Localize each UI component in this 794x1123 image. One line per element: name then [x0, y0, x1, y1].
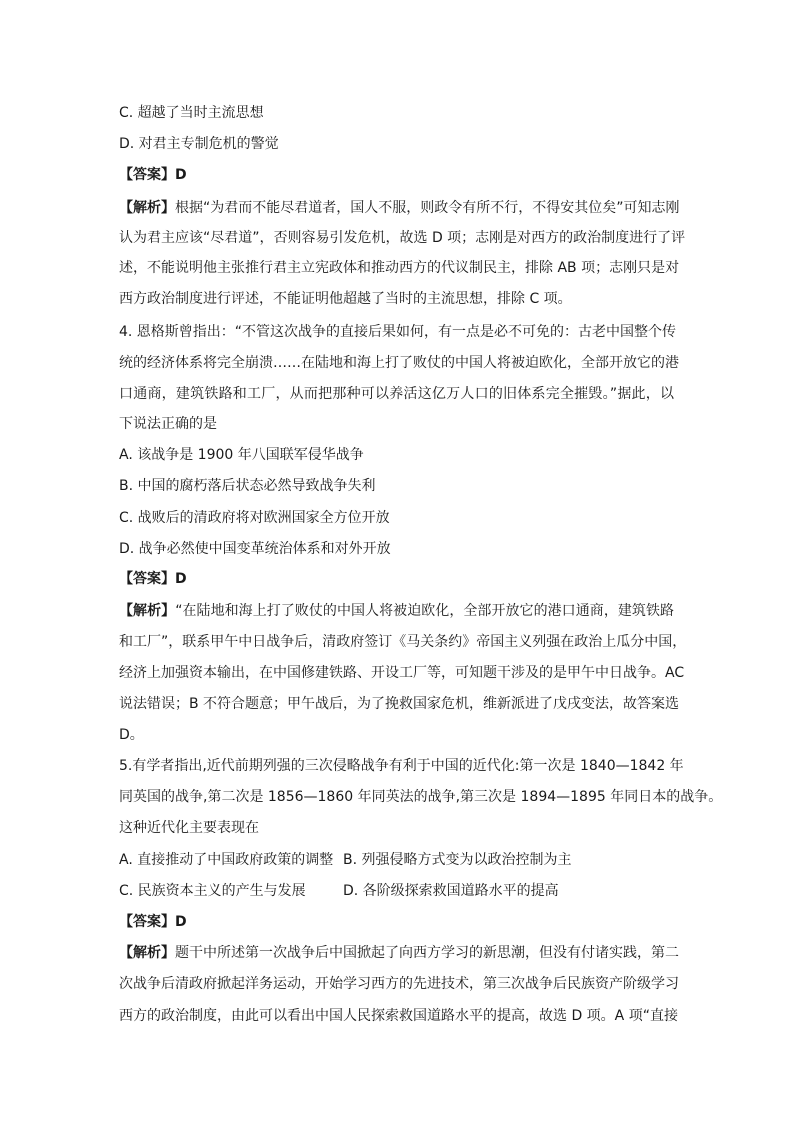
q5-answer [119, 912, 187, 932]
q5-analysis-line-1 [119, 943, 679, 963]
q4-option-b: B. 中国的腐朽落后状态必然导致战争失利 [119, 478, 376, 494]
answer-value: D [175, 571, 187, 587]
q5-option-c: C. 民族资本主义的产生与发展 [119, 883, 306, 899]
q5-option-b: B. 列强侵略方式变为以政治控制为主 [343, 852, 572, 868]
answer-label: 【答案】 [119, 167, 175, 183]
answer-value: D [175, 167, 187, 183]
q5-stem-line-1: 5.有学者指出,近代前期列强的三次侵略战争有利于中国的近代化:第一次是 1840—1842 年 [119, 758, 684, 774]
q5-analysis-line-3: 西方的政治制度，由此可以看出中国人民探索救国道路水平的提高，故选 D 项。A 项“直接 [119, 1008, 678, 1024]
q4-analysis-line-4: 说法错误；B 不符合题意；甲午战后，为了挽救国家危机，维新派进了戊戌变法，故答案选 [119, 696, 680, 712]
analysis-label: 【解析】 [119, 603, 176, 619]
q4-analysis-line-3: 经济上加强资本输出，在中国修建铁路、开设工厂等，可知题干涉及的是甲午中日战争。AC [119, 665, 685, 681]
q3-analysis-line-3: 述，不能说明他主张推行君主立宪政体和推动西方的代议制民主，排除 AB 项；志刚只是对 [119, 260, 680, 276]
analysis-text: “在陆地和海上打了败仗的中国人将被迫欧化，全部开放它的港口通商，建筑铁路 [175, 603, 674, 619]
answer-label: 【答案】 [119, 914, 175, 930]
q4-analysis-line-2: 和工厂”，联系甲午中日战争后，清政府签订《马关条约》帝国主义列强在政治上瓜分中国， [119, 634, 687, 650]
q4-analysis-line-5: D。 [119, 727, 144, 743]
q3-option-c: C. 超越了当时主流思想 [119, 105, 264, 121]
analysis-label: 【解析】 [119, 945, 175, 961]
q4-analysis-line-1 [119, 601, 674, 621]
q4-stem-line-3: 口通商，建筑铁路和工厂，从而把那种可以养活这亿万人口的旧体系完全摧毁。”据此，以 [119, 386, 674, 402]
analysis-label: 【解析】 [119, 200, 175, 216]
q5-analysis-line-2: 次战争后清政府掀起洋务运动，开始学习西方的先进技术，第三次战争后民族资产阶级学习 [119, 976, 679, 992]
q3-answer [119, 165, 187, 185]
q3-option-d: D. 对君主专制危机的警觉 [119, 136, 279, 152]
q5-stem-line-2: 同英国的战争,第二次是 1856—1860 年同英法的战争,第三次是 1894—1895 年同日本的战争。 [119, 789, 723, 805]
q3-analysis-line-2: 认为君主应该“尽君道”，否则容易引发危机，故选 D 项；志刚是对西方的政治制度进行了评 [119, 230, 686, 246]
q4-option-c: C. 战败后的清政府将对欧洲国家全方位开放 [119, 510, 390, 526]
answer-value: D [175, 914, 187, 930]
q5-option-d: D. 各阶级探索救国道路水平的提高 [343, 883, 559, 899]
answer-label: 【答案】 [119, 571, 175, 587]
q3-analysis-line-1 [119, 198, 680, 218]
q5-stem-line-3: 这种近代化主要表现在 [119, 820, 259, 836]
analysis-text: 题干中所述第一次战争后中国掀起了向西方学习的新思潮，但没有付诸实践，第二 [175, 945, 679, 961]
q5-option-a: A. 直接推动了中国政府政策的调整 [119, 852, 334, 868]
q4-stem-line-4: 下说法正确的是 [119, 416, 217, 432]
analysis-text: 根据“为君而不能尽君道者，国人不服，则政令有所不行，不得安其位矣”可知志刚 [175, 200, 680, 216]
q4-answer [119, 569, 187, 589]
q4-option-a: A. 该战争是 1900 年八国联军侵华战争 [119, 447, 364, 463]
q4-stem-line-1: 4. 恩格斯曾指出：“不管这次战争的直接后果如何，有一点是必不可免的：古老中国整个传 [119, 324, 677, 340]
q3-analysis-line-4: 西方政治制度进行评述，不能证明他超越了当时的主流思想，排除 C 项。 [119, 291, 572, 307]
q4-stem-line-2: 统的经济体系将完全崩溃……在陆地和海上打了败仗的中国人将被迫欧化，全部开放它的港 [119, 355, 679, 371]
q4-option-d: D. 战争必然使中国变革统治体系和对外开放 [119, 541, 391, 557]
